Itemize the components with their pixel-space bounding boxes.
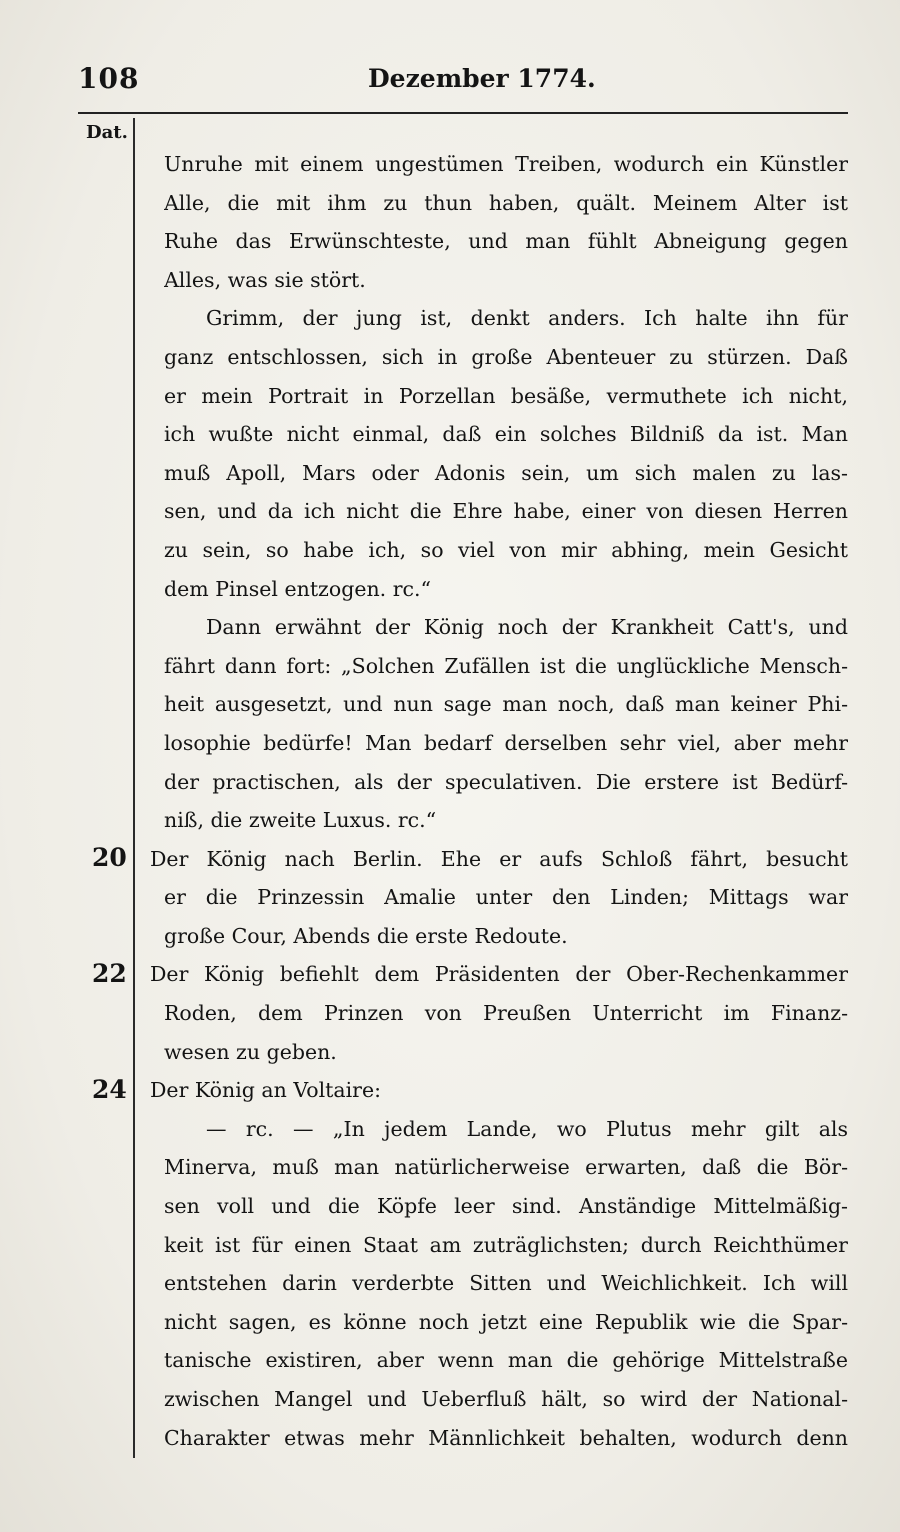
date-marker: 22 xyxy=(92,959,127,988)
page-number: 108 xyxy=(78,62,140,95)
text-line: muß Apoll, Mars oder Adonis sein, um sich malen zu las- xyxy=(164,460,848,485)
text-line: — rc. — „In jedem Lande, wo Plutus mehr gilt als xyxy=(206,1116,848,1141)
text-line: sen voll und die Köpfe leer sind. Anständige Mittelmäßig- xyxy=(164,1194,848,1219)
text-line: zwischen Mangel und Ueberfluß hält, so wird der National- xyxy=(164,1387,848,1411)
text-line: wesen zu geben. xyxy=(164,1039,337,1064)
text-line: zu sein, so habe ich, so viel von mir abhing, mein Gesicht xyxy=(164,537,848,562)
text-line: Alle, die mit ihm zu thun haben, quält. Meinem Alter ist xyxy=(164,190,848,215)
body-text xyxy=(150,145,848,1457)
text-line: Der König an Voltaire: xyxy=(150,1078,382,1103)
text-line: Unruhe mit einem ungestümen Treiben, wodurch ein Künstler xyxy=(164,152,848,176)
text-line: losophie bedürfe! Man bedarf derselben sehr viel, aber mehr xyxy=(164,730,848,755)
text-line: ganz entschlossen, sich in große Abenteuer zu stürzen. Daß xyxy=(164,344,848,369)
text-line: er die Prinzessin Amalie unter den Linden; Mittags war xyxy=(164,885,848,910)
date-marker: 20 xyxy=(92,843,127,872)
text-line: ich wußte nicht einmal, daß ein solches Bildniß da ist. Man xyxy=(164,422,848,447)
text-line: große Cour, Abends die erste Redoute. xyxy=(164,923,568,948)
text-line: Der König befiehlt dem Präsidenten der Ober-Rechenkammer xyxy=(150,962,848,987)
text-line: niß, die zweite Luxus. rc.“ xyxy=(164,808,437,833)
text-line: fährt dann fort: „Solchen Zufällen ist die unglückliche Mensch- xyxy=(164,653,848,678)
text-line: Roden, dem Prinzen von Preußen Unterricht im Finanz- xyxy=(164,1001,848,1026)
text-line: heit ausgesetzt, und nun sage man noch, daß man keiner Phi- xyxy=(164,692,848,717)
text-line: keit ist für einen Staat am zuträglichsten; durch Reichthümer xyxy=(164,1232,848,1257)
text-line: dem Pinsel entzogen. rc.“ xyxy=(164,576,431,601)
text-line: Der König nach Berlin. Ehe er aufs Schloß fährt, besucht xyxy=(150,846,848,871)
text-line: Grimm, der jung ist, denkt anders. Ich halte ihn für xyxy=(206,306,848,331)
running-head: Dezember 1774. xyxy=(368,64,596,93)
text-line: Alles, was sie stört. xyxy=(164,267,366,292)
text-line: Charakter etwas mehr Männlichkeit behalten, wodurch denn xyxy=(164,1425,848,1450)
text-line: Minerva, muß man natürlicherweise erwarten, daß die Bör- xyxy=(164,1155,848,1180)
date-column-label: Dat. xyxy=(86,122,128,143)
text-line: Dann erwähnt der König noch der Krankheit Catt's, und xyxy=(206,615,848,640)
date-column-rule xyxy=(133,118,135,1458)
page-header xyxy=(78,62,838,102)
text-line: nicht sagen, es könne noch jetzt eine Republik wie die Spar- xyxy=(164,1309,848,1334)
text-line: er mein Portrait in Porzellan besäße, vermuthete ich nicht, xyxy=(164,383,848,408)
text-line: Ruhe das Erwünschteste, und man fühlt Abneigung gegen xyxy=(164,229,848,254)
text-line: der practischen, als der speculativen. Die erstere ist Bedürf- xyxy=(164,769,848,794)
text-line: tanische existiren, aber wenn man die gehörige Mittelstraße xyxy=(164,1348,848,1373)
date-marker: 24 xyxy=(92,1075,127,1104)
header-rule xyxy=(78,112,848,114)
text-line: sen, und da ich nicht die Ehre habe, einer von diesen Herren xyxy=(164,499,848,524)
text-line: entstehen darin verderbte Sitten und Weichlichkeit. Ich will xyxy=(164,1271,848,1296)
